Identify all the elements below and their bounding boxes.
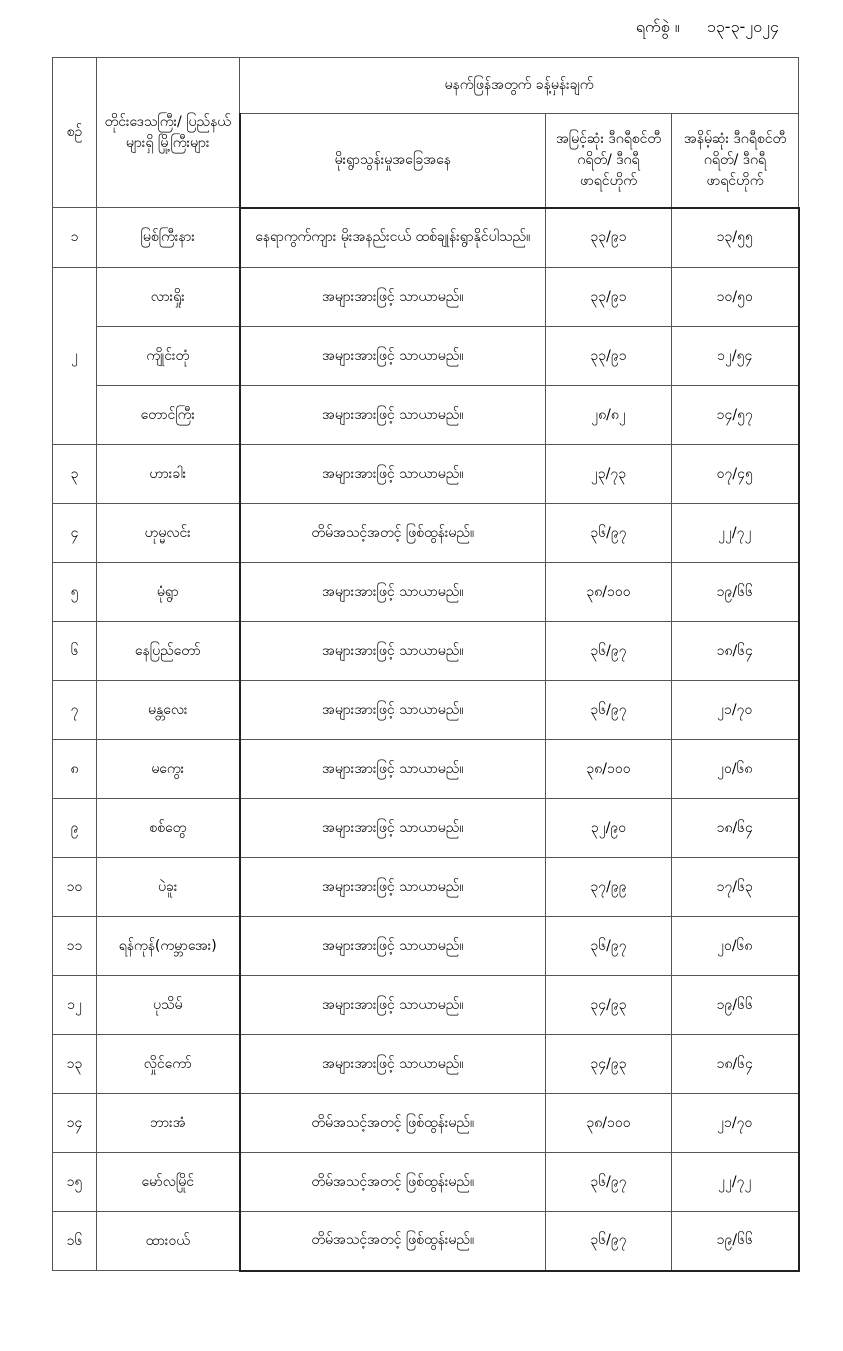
city-cell: ဟားခါး [97,445,240,504]
serial-no-cell: ၁ [53,208,97,268]
header-max-temp: အမြင့်ဆုံး ဒီဂရီစင်တီဂရိတ်/ ဒီဂရီဖာရင်ဟိုက် [546,114,672,208]
condition-cell: အများအားဖြင့် သာယာမည်။ [240,858,546,917]
forecast-table [52,57,800,1272]
city-cell: လှိုင်ကော် [97,1035,240,1094]
table-row [53,799,799,858]
condition-cell: နေရာကွက်ကျား မိုးအနည်းငယ် ထစ်ချုန်းရွာနိုင်ပါသည်။ [240,208,546,268]
city-cell: ကျိုင်းတုံ [97,327,240,386]
min-temp-cell: ၂၂/၇၂ [672,1153,799,1212]
city-cell: ပဲခူး [97,858,240,917]
serial-no-cell: ၄ [53,504,97,563]
max-temp-cell: ၂၈/၈၂ [546,386,672,445]
city-cell: ဟုမ္မလင်း [97,504,240,563]
table-row [53,1094,799,1153]
serial-no-cell: ၈ [53,740,97,799]
table-row [53,327,799,386]
date-label: ရက်စွဲ ။ [635,17,680,36]
min-temp-cell: ၁၈/၆၄ [672,1035,799,1094]
max-temp-cell: ၃၆/၉၇ [546,1153,672,1212]
min-temp-cell: ၁၈/၆၄ [672,799,799,858]
serial-no-cell: ၁၄ [53,1094,97,1153]
min-temp-cell: ၁၇/၆၃ [672,858,799,917]
table-row [53,858,799,917]
condition-cell: အများအားဖြင့် သာယာမည်။ [240,1035,546,1094]
city-cell: မြစ်ကြီးနား [97,208,240,268]
max-temp-cell: ၂၃/၇၃ [546,445,672,504]
serial-no-cell: ၁၅ [53,1153,97,1212]
city-cell: မော်လမြိုင် [97,1153,240,1212]
min-temp-cell: ၁၀/၅၀ [672,268,799,327]
serial-no-cell: ၆ [53,622,97,681]
table-row [53,917,799,976]
city-cell: တောင်ကြီး [97,386,240,445]
forecast-table-body [53,208,799,1271]
city-cell: စစ်တွေ [97,799,240,858]
table-row [53,681,799,740]
serial-no-cell: ၁၀ [53,858,97,917]
table-row [53,268,799,327]
min-temp-cell: ၁၃/၅၅ [672,208,799,268]
min-temp-cell: ၁၉/၆၆ [672,563,799,622]
condition-cell: အများအားဖြင့် သာယာမည်။ [240,563,546,622]
max-temp-cell: ၃၈/၁၀၀ [546,563,672,622]
min-temp-cell: ၂၀/၆၈ [672,917,799,976]
condition-cell: အများအားဖြင့် သာယာမည်။ [240,268,546,327]
header-forecast-group: မနက်ဖြန်အတွက် ခန့်မှန်းချက် [240,58,799,114]
condition-cell: အများအားဖြင့် သာယာမည်။ [240,386,546,445]
serial-no-cell: ၃ [53,445,97,504]
min-temp-cell: ၂၂/၇၂ [672,504,799,563]
max-temp-cell: ၃၄/၉၃ [546,976,672,1035]
max-temp-cell: ၃၆/၉၇ [546,917,672,976]
min-temp-cell: ၁၉/၆၆ [672,1212,799,1271]
max-temp-cell: ၃၂/၉၀ [546,799,672,858]
serial-no-cell: ၁၁ [53,917,97,976]
serial-no-cell: ၅ [53,563,97,622]
condition-cell: တိမ်အသင့်အတင့် ဖြစ်ထွန်းမည်။ [240,504,546,563]
min-temp-cell: ၂၁/၇၀ [672,1094,799,1153]
serial-no-cell: ၇ [53,681,97,740]
condition-cell: အများအားဖြင့် သာယာမည်။ [240,445,546,504]
table-row [53,208,799,268]
max-temp-cell: ၃၆/၉၇ [546,504,672,563]
serial-no-cell: ၁၆ [53,1212,97,1271]
condition-cell: တိမ်အသင့်အတင့် ဖြစ်ထွန်းမည်။ [240,1153,546,1212]
table-row [53,386,799,445]
city-cell: ဘားအံ [97,1094,240,1153]
city-cell: မုံရွာ [97,563,240,622]
max-temp-cell: ၃၆/၉၇ [546,681,672,740]
max-temp-cell: ၃၄/၉၃ [546,1035,672,1094]
table-row [53,1212,799,1271]
city-cell: ထားဝယ် [97,1212,240,1271]
max-temp-cell: ၃၃/၉၁ [546,208,672,268]
max-temp-cell: ၃၈/၁၀၀ [546,740,672,799]
condition-cell: အများအားဖြင့် သာယာမည်။ [240,799,546,858]
city-cell: မန္တလေး [97,681,240,740]
serial-no-cell: ၁၂ [53,976,97,1035]
city-cell: နေပြည်တော် [97,622,240,681]
max-temp-cell: ၃၃/၉၁ [546,327,672,386]
max-temp-cell: ၃၇/၉၉ [546,858,672,917]
table-row [53,1035,799,1094]
city-cell: မကွေး [97,740,240,799]
min-temp-cell: ၂၁/၇၀ [672,681,799,740]
table-row [53,504,799,563]
max-temp-cell: ၃၈/၁၀၀ [546,1094,672,1153]
serial-no-cell: ၂ [53,268,97,445]
serial-no-cell: ၁၃ [53,1035,97,1094]
table-row [53,976,799,1035]
condition-cell: အများအားဖြင့် သာယာမည်။ [240,327,546,386]
max-temp-cell: ၃၃/၉၁ [546,268,672,327]
header-serial-no: စဉ် [53,58,97,208]
header-region-cities: တိုင်းဒေသကြီး/ ပြည်နယ်များရှိ မြို့ကြီးများ [97,58,240,208]
min-temp-cell: ၁၂/၅၄ [672,327,799,386]
table-row [53,740,799,799]
header-rain-condition: မိုးရွာသွန်းမှုအခြေအနေ [240,114,546,208]
min-temp-cell: ၀၇/၄၅ [672,445,799,504]
header-min-temp: အနိမ့်ဆုံး ဒီဂရီစင်တီဂရိတ်/ ဒီဂရီဖာရင်ဟိုက် [672,114,799,208]
max-temp-cell: ၃၆/၉၇ [546,1212,672,1271]
city-cell: ပုသိမ် [97,976,240,1035]
min-temp-cell: ၁၄/၅၇ [672,386,799,445]
table-row [53,622,799,681]
city-cell: ရန်ကုန်(ကမ္ဘာအေး) [97,917,240,976]
min-temp-cell: ၁၈/၆၄ [672,622,799,681]
date-value: ၁၃-၃-၂၀၂၄ [706,17,779,36]
min-temp-cell: ၁၉/၆၆ [672,976,799,1035]
max-temp-cell: ၃၆/၉၇ [546,622,672,681]
min-temp-cell: ၂၀/၆၈ [672,740,799,799]
city-cell: လားရှိုး [97,268,240,327]
date-line [636,16,779,40]
table-row [53,1153,799,1212]
serial-no-cell: ၉ [53,799,97,858]
condition-cell: တိမ်အသင့်အတင့် ဖြစ်ထွန်းမည်။ [240,1094,546,1153]
condition-cell: အများအားဖြင့် သာယာမည်။ [240,681,546,740]
condition-cell: အများအားဖြင့် သာယာမည်။ [240,976,546,1035]
condition-cell: အများအားဖြင့် သာယာမည်။ [240,917,546,976]
condition-cell: အများအားဖြင့် သာယာမည်။ [240,740,546,799]
condition-cell: တိမ်အသင့်အတင့် ဖြစ်ထွန်းမည်။ [240,1212,546,1271]
condition-cell: အများအားဖြင့် သာယာမည်။ [240,622,546,681]
table-row [53,563,799,622]
table-row [53,445,799,504]
